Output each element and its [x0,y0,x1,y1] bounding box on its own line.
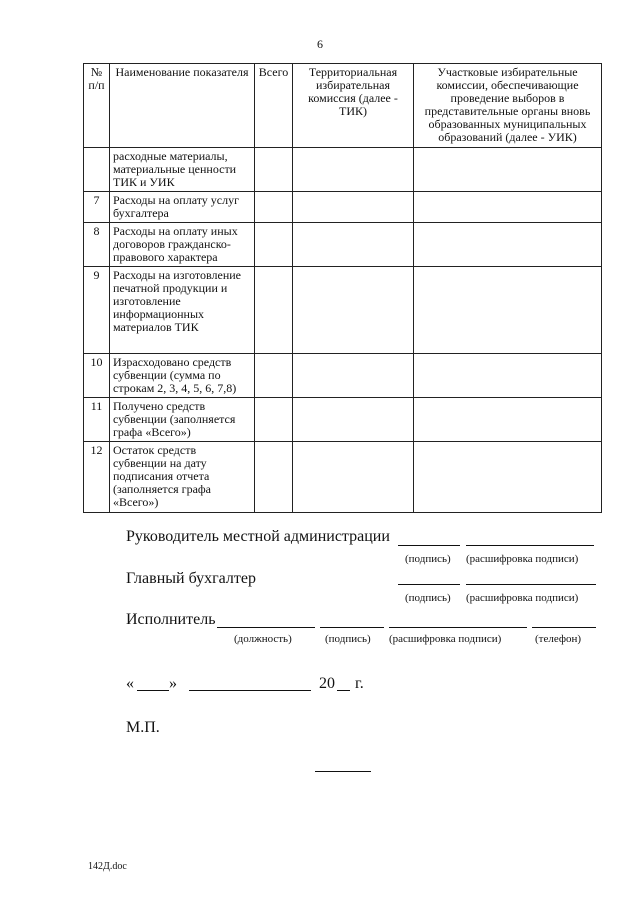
executor-phone-line[interactable] [532,627,596,628]
cell-uik[interactable] [414,148,602,192]
table-row [84,148,602,192]
table-row [84,398,602,442]
cell-total[interactable] [255,354,293,398]
row-name: Расходы на оплату иных договоров гражданско-правового характера [110,223,255,267]
row-name: Получено средств субвенции (заполняется графа «Всего») [110,398,255,442]
row-num: 7 [84,192,110,223]
cell-uik[interactable] [414,442,602,513]
date-day-line[interactable] [137,690,169,691]
date-year-suffix: г. [355,675,364,692]
accountant-signature-line[interactable] [398,584,460,585]
row-name: Остаток средств субвенции на дату подписания отчета (заполняется графа «Всего») [110,442,255,513]
header-num: № п/п [84,64,110,148]
executor-decoding-caption: (расшифровка подписи) [389,633,502,645]
cell-total[interactable] [255,192,293,223]
cell-tik[interactable] [293,223,414,267]
date-open-quote: « [126,675,134,692]
row-num: 9 [84,267,110,354]
row-name: Расходы на оплату услуг бухгалтера [110,192,255,223]
row-name: Израсходовано средств субвенции (сумма по строкам 2, 3, 4, 5, 6, 7,8) [110,354,255,398]
table-row [84,442,602,513]
header-tik: Территориальная избирательная комиссия (далее - ТИК) [293,64,414,148]
cell-total[interactable] [255,223,293,267]
cell-total[interactable] [255,398,293,442]
report-table [83,63,602,513]
executor-signature-caption: (подпись) [325,633,371,645]
date-month-line[interactable] [189,690,311,691]
row-num: 8 [84,223,110,267]
stamp-place: М.П. [126,719,160,736]
executor-signature-line[interactable] [320,627,384,628]
head-signature-caption: (подпись) [405,553,451,565]
date-year-prefix: 20 [319,675,335,692]
executor-position-line[interactable] [217,627,315,628]
cell-tik[interactable] [293,267,414,354]
cell-total[interactable] [255,148,293,192]
table-row [84,223,602,267]
cell-uik[interactable] [414,223,602,267]
accountant-signature-caption: (подпись) [405,592,451,604]
head-label: Руководитель местной администрации [126,528,390,545]
table-row [84,354,602,398]
executor-phone-caption: (телефон) [535,633,582,645]
executor-label: Исполнитель [126,611,216,628]
row-name: расходные материалы, материальные ценности ТИК и УИК [110,148,255,192]
row-num [84,148,110,192]
row-name: Расходы на изготовление печатной продукции и изготовление информационных материалов ТИК [110,267,255,354]
row-num: 12 [84,442,110,513]
accountant-label: Главный бухгалтер [126,570,256,587]
head-decoding-line[interactable] [466,545,594,546]
executor-position-caption: (должность) [234,633,292,645]
accountant-decoding-caption: (расшифровка подписи) [466,592,579,604]
footer-filename: 142Д.doc [88,861,127,872]
cell-tik[interactable] [293,148,414,192]
table-header-row [84,64,602,148]
date-year-line[interactable] [337,690,350,691]
cell-tik[interactable] [293,398,414,442]
header-total: Всего [255,64,293,148]
bottom-divider [315,771,371,772]
cell-uik[interactable] [414,192,602,223]
header-name: Наименование показателя [110,64,255,148]
cell-tik[interactable] [293,354,414,398]
accountant-decoding-line[interactable] [466,584,596,585]
head-signature-line[interactable] [398,545,460,546]
head-decoding-caption: (расшифровка подписи) [466,553,579,565]
date-close-quote: » [169,675,177,692]
cell-total[interactable] [255,267,293,354]
executor-decoding-line[interactable] [389,627,527,628]
cell-uik[interactable] [414,267,602,354]
row-num: 10 [84,354,110,398]
table-row [84,192,602,223]
cell-tik[interactable] [293,192,414,223]
cell-uik[interactable] [414,398,602,442]
table-row [84,267,602,354]
row-num: 11 [84,398,110,442]
page-number: 6 [317,37,323,51]
cell-tik[interactable] [293,442,414,513]
cell-uik[interactable] [414,354,602,398]
cell-total[interactable] [255,442,293,513]
header-uik: Участковые избирательные комиссии, обеспечивающие проведение выборов в представительные органы вновь образованных муниципальных образований (далее - УИК) [414,64,602,148]
